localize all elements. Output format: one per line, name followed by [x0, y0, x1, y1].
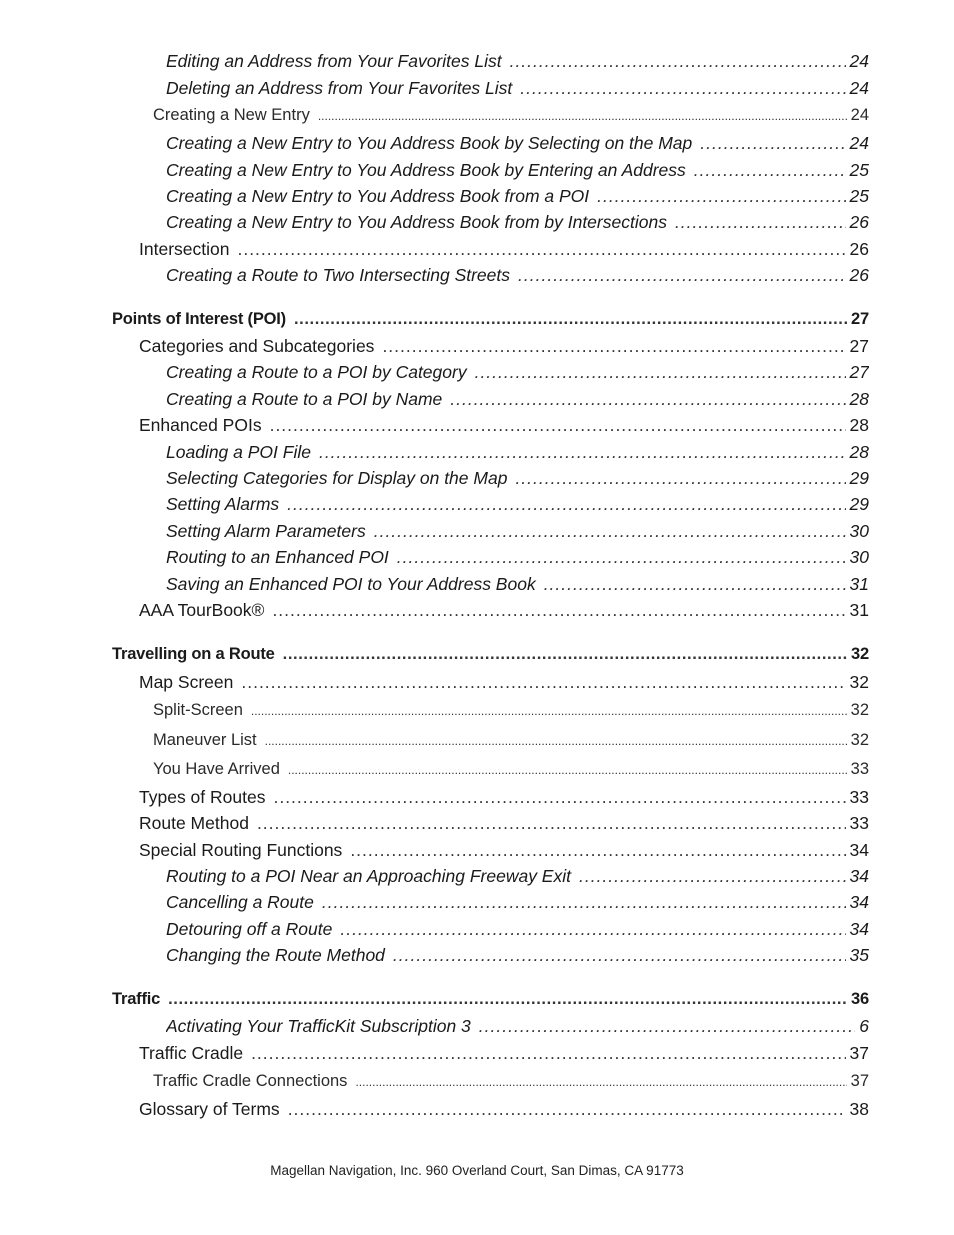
dot-leader: [544, 574, 846, 595]
toc-entry-title: Routing to an Enhanced POI: [166, 547, 389, 567]
dot-leader: [340, 919, 845, 940]
toc-entry[interactable]: [139, 336, 869, 357]
dot-leader: [675, 212, 846, 233]
toc-entry-title: Travelling on a Route: [112, 645, 275, 663]
dot-leader: [294, 310, 847, 329]
toc-entry-page-number: 35: [849, 945, 869, 965]
dot-leader: [288, 763, 847, 777]
toc-entry-page-number: 26: [849, 239, 869, 259]
dot-leader: [283, 645, 847, 664]
toc-entry-title: Glossary of Terms: [139, 1099, 280, 1119]
toc-entry-page-number: 29: [849, 494, 869, 514]
toc-entry-page-number: 32: [851, 645, 869, 663]
toc-entry-title: Creating a New Entry to You Address Book by Entering an Address: [166, 160, 686, 180]
toc-entry[interactable]: [166, 919, 869, 940]
toc-entry-page-number: 27: [849, 336, 869, 356]
toc-entry[interactable]: [166, 866, 869, 887]
toc-entry-title: Routing to a POI Near an Approaching Freeway Exit: [166, 866, 571, 886]
toc-entry[interactable]: [166, 494, 869, 515]
toc-entry-title: Creating a New Entry to You Address Book by Selecting on the Map: [166, 133, 693, 153]
toc-entry-page-number: 37: [849, 1043, 869, 1063]
toc-entry[interactable]: [166, 547, 869, 568]
toc-entry-title: Selecting Categories for Display on the Map: [166, 468, 508, 488]
toc-entry-page-number: 33: [849, 787, 869, 807]
toc-entry[interactable]: [153, 106, 869, 125]
toc-entry-page-number: 24: [849, 78, 869, 98]
dot-leader: [700, 133, 845, 154]
toc-entry-title: Detouring off a Route: [166, 919, 333, 939]
toc-entry[interactable]: [166, 574, 869, 595]
toc-entry-title: Creating a New Entry to You Address Book from by Intersections: [166, 212, 667, 232]
toc-entry-page-number: 34: [849, 866, 869, 886]
toc-entry-page-number: 32: [850, 731, 869, 749]
dot-leader: [355, 1075, 846, 1089]
toc-entry-title: Traffic Cradle Connections: [153, 1072, 348, 1090]
toc-section-heading[interactable]: [112, 645, 869, 664]
toc-entry[interactable]: [139, 1099, 869, 1120]
toc-entry[interactable]: [139, 239, 869, 260]
toc-entry[interactable]: [139, 415, 869, 436]
toc-entry-title: Traffic Cradle: [139, 1043, 244, 1063]
toc-entry-page-number: 30: [849, 521, 869, 541]
dot-leader: [273, 787, 845, 808]
toc-entry-page-number: 28: [849, 442, 869, 462]
toc-entry-title: Intersection: [139, 239, 230, 259]
toc-entry[interactable]: [166, 186, 869, 207]
toc-entry-title: Setting Alarms: [166, 494, 280, 514]
toc-entry[interactable]: [166, 468, 869, 489]
toc-entry-page-number: 27: [849, 362, 869, 382]
dot-leader: [251, 1043, 845, 1064]
dot-leader: [287, 494, 845, 515]
dot-leader: [510, 51, 846, 72]
toc-entry-page-number: 24: [850, 106, 869, 124]
toc-entry-title: Changing the Route Method: [166, 945, 385, 965]
toc-entry-page-number: 33: [849, 813, 869, 833]
dot-leader: [270, 415, 846, 436]
toc-entry-page-number: 29: [849, 468, 869, 488]
toc-entry-title: Editing an Address from Your Favorites List: [166, 51, 502, 71]
toc-entry-page-number: 37: [850, 1072, 869, 1090]
dot-leader: [272, 600, 845, 621]
toc-entry[interactable]: [153, 701, 869, 720]
page-footer: Magellan Navigation, Inc. 960 Overland Court, San Dimas, CA 91773: [270, 1163, 684, 1178]
toc-entry-title: Types of Routes: [139, 787, 266, 807]
toc-entry-page-number: 36: [851, 990, 869, 1008]
toc-entry[interactable]: [166, 51, 869, 72]
toc-entry-page-number: 32: [849, 672, 869, 692]
toc-entry[interactable]: [139, 840, 869, 861]
toc-entry[interactable]: [153, 760, 869, 779]
dot-leader: [479, 1016, 855, 1037]
toc-entry-title: Special Routing Functions: [139, 840, 343, 860]
toc-entry-title: Creating a Route to a POI by Name: [166, 389, 443, 409]
toc-entry-title: Maneuver List: [153, 731, 257, 749]
dot-leader: [374, 521, 846, 542]
dot-leader: [579, 866, 846, 887]
toc-entry-page-number: 26: [849, 212, 869, 232]
dot-leader: [475, 362, 846, 383]
toc-entry-page-number: 34: [849, 840, 869, 860]
dot-leader: [393, 945, 846, 966]
toc-entry[interactable]: [166, 389, 869, 410]
toc-entry-page-number: 24: [849, 133, 869, 153]
dot-leader: [318, 109, 847, 123]
toc-entry-title: Saving an Enhanced POI to Your Address Book: [166, 574, 536, 594]
dot-leader: [450, 389, 845, 410]
toc-entry-title: Points of Interest (POI): [112, 310, 286, 328]
dot-leader: [515, 468, 845, 489]
toc-entry[interactable]: [166, 78, 869, 99]
dot-leader: [265, 734, 847, 748]
dot-leader: [251, 704, 847, 718]
toc-entry-title: Loading a POI File: [166, 442, 311, 462]
toc-entry-title: Categories and Subcategories: [139, 336, 375, 356]
dot-leader: [322, 892, 846, 913]
toc-entry[interactable]: [166, 1016, 869, 1037]
toc-entry-title: Enhanced POIs: [139, 415, 262, 435]
toc-entry-page-number: 30: [849, 547, 869, 567]
toc-entry-page-number: 31: [849, 574, 869, 594]
dot-leader: [319, 442, 846, 463]
toc-entry[interactable]: [139, 1043, 869, 1064]
toc-entry-page-number: 38: [849, 1099, 869, 1119]
dot-leader: [288, 1099, 846, 1120]
toc-entry[interactable]: [166, 265, 869, 286]
dot-leader: [397, 547, 846, 568]
toc-entry[interactable]: [166, 212, 869, 233]
toc-entry[interactable]: [166, 362, 869, 383]
toc-entry-page-number: 26: [849, 265, 869, 285]
toc-entry-title: Creating a New Entry to You Address Book from a POI: [166, 186, 590, 206]
toc-entry-page-number: 25: [849, 186, 869, 206]
toc-entry[interactable]: [166, 521, 869, 542]
toc-section-heading[interactable]: [112, 310, 869, 329]
toc-entry[interactable]: [166, 945, 869, 966]
toc-entry-page-number: 24: [849, 51, 869, 71]
dot-leader: [241, 672, 845, 693]
toc-entry[interactable]: [166, 160, 869, 181]
toc-entry-page-number: 25: [849, 160, 869, 180]
toc-entry[interactable]: [166, 133, 869, 154]
toc-entry[interactable]: [139, 672, 869, 693]
toc-entry-title: Traffic: [112, 990, 161, 1008]
toc-entry-title: AAA TourBook®: [139, 600, 265, 620]
toc-entry-page-number: 33: [850, 760, 869, 778]
dot-leader: [168, 990, 847, 1009]
toc-entry[interactable]: [153, 1072, 869, 1091]
toc-entry[interactable]: [139, 600, 869, 621]
toc-entry-page-number: 32: [850, 701, 869, 719]
toc-entry-title: Setting Alarm Parameters: [166, 521, 366, 541]
toc-entry-page-number: 31: [849, 600, 869, 620]
toc-entry-page-number: 27: [851, 310, 869, 328]
toc-entry-title: Activating Your TrafficKit Subscription 3: [166, 1016, 471, 1036]
toc-entry-page-number: 28: [849, 389, 869, 409]
toc-section-heading[interactable]: [112, 990, 869, 1009]
dot-leader: [257, 813, 846, 834]
toc-entry[interactable]: [139, 813, 869, 834]
dot-leader: [694, 160, 846, 181]
toc-entry-page-number: 34: [849, 919, 869, 939]
toc-entry-title: Route Method: [139, 813, 249, 833]
toc-entry[interactable]: [153, 731, 869, 750]
dot-leader: [350, 840, 845, 861]
toc-entry-title: Split-Screen: [153, 701, 243, 719]
toc-entry-title: Cancelling a Route: [166, 892, 314, 912]
toc-entry-title: Creating a Route to a POI by Category: [166, 362, 467, 382]
toc-entry-title: Creating a Route to Two Intersecting Streets: [166, 265, 511, 285]
dot-leader: [518, 265, 846, 286]
toc-entry[interactable]: [139, 787, 869, 808]
toc-entry-title: Creating a New Entry: [153, 106, 310, 124]
dot-leader: [237, 239, 845, 260]
dot-leader: [382, 336, 845, 357]
dot-leader: [597, 186, 845, 207]
toc-entry[interactable]: [166, 892, 869, 913]
toc-entry-title: Deleting an Address from Your Favorites List: [166, 78, 513, 98]
toc-entry-page-number: 28: [849, 415, 869, 435]
toc-entry-page-number: 6: [859, 1016, 869, 1036]
toc-entry[interactable]: [166, 442, 869, 463]
toc-entry-page-number: 34: [849, 892, 869, 912]
dot-leader: [520, 78, 845, 99]
toc-entry-title: You Have Arrived: [153, 760, 280, 778]
toc-entry-title: Map Screen: [139, 672, 234, 692]
